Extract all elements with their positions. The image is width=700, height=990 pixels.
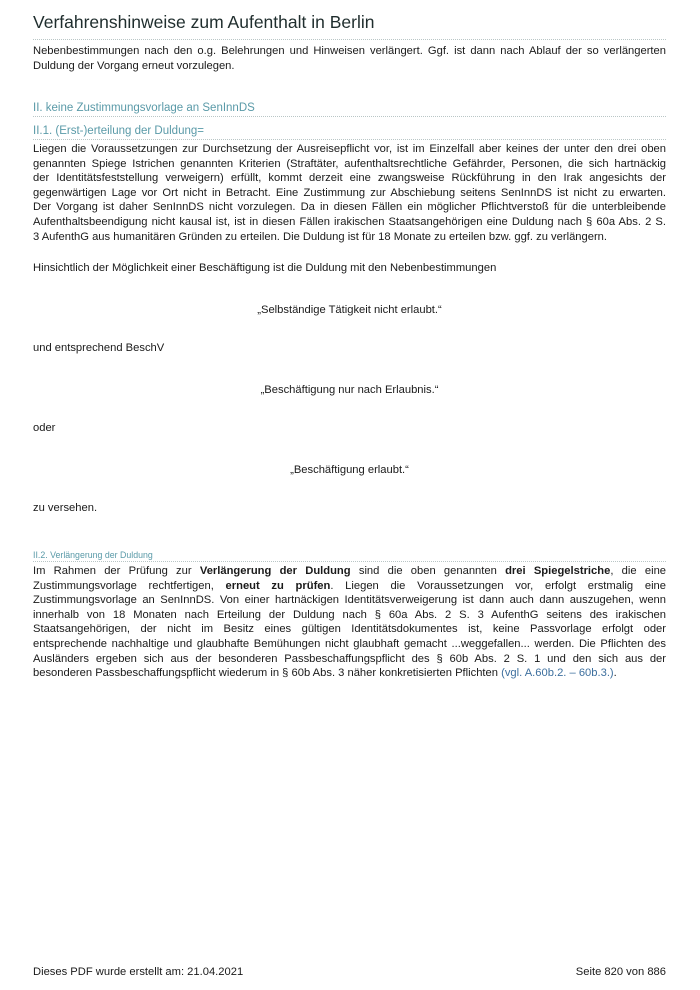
paragraph-line xyxy=(33,564,666,579)
sub1-paragraph xyxy=(33,142,666,244)
paragraph-line: Liegen die Voraussetzungen zur Durchsetzung der Ausreisepflicht vor, ist im Einzelfall aber keines der unter den drei oben xyxy=(33,143,666,155)
employment-intro: Hinsichtlich der Möglichkeit einer Beschäftigung ist die Duldung mit den Nebenbestimmungen xyxy=(33,262,497,274)
quote-employment-permission: „Beschäftigung nur nach Erlaubnis.“ xyxy=(260,384,439,396)
paragraph-line: entsprechende nachhaltige und glaubhafte Bemühungen nicht glaubhaft gemacht ...weggefallen... werden. Die Pflichten des xyxy=(33,637,666,650)
intro-line: Duldung der Vorgang erneut vorzulegen. xyxy=(33,59,235,72)
text-run: , die eine xyxy=(610,565,667,577)
bold-text: drei Spiegelstriche xyxy=(505,565,611,577)
paragraph-line: der Identitätsfeststellung verweigern) erfüllt, kommt derzeit eine zwangsweise Rückführung in den Irak angesichts der xyxy=(33,172,666,185)
text-run: Im Rahmen der Prüfung zur xyxy=(33,565,200,577)
footer-page-number: Seite 820 von 886 xyxy=(575,966,666,978)
paragraph-line: Der Vorgang ist daher SenInnDS nicht vorzulegen. Da in diesen Fällen ein möglicher Pflichtverstoß für die unterbleibende xyxy=(33,201,666,214)
text-run: . xyxy=(613,667,617,680)
cross-reference-link[interactable]: (vgl. A.60b.2. – 60b.3.) xyxy=(501,667,614,680)
intro-paragraph xyxy=(33,44,666,73)
quote-employment-allowed: „Beschäftigung erlaubt.“ xyxy=(290,464,409,476)
bold-text: erneut zu prüfen xyxy=(225,579,331,592)
sub2-paragraph xyxy=(33,564,666,681)
text-run: Zustimmungsvorlage rechtfertigen, xyxy=(33,579,226,592)
section-heading: II. keine Zustimmungsvorlage an SenInnDS xyxy=(33,102,666,117)
quote-self-employment: „Selbständige Tätigkeit nicht erlaubt.“ xyxy=(257,304,442,316)
connector-text: oder xyxy=(33,422,56,434)
text-run: . Liegen die Voraussetzungen vor, erfolgt erstmalig eine xyxy=(330,579,666,592)
paragraph-line: genannten Spiege Istrichen genannten Kriterien (Straftäter, aufenthaltsrechtliche Gefährder, Personen, die sich hartnäckig xyxy=(33,157,666,170)
paragraph-line: Staatsangehörigen, der nicht im Besitz eines gültigen Identitätsdokumentes ist, keine Passvorlage erfolgt oder xyxy=(33,623,666,636)
bold-text: Verlängerung der Duldung xyxy=(199,565,351,577)
paragraph-line xyxy=(33,579,666,594)
paragraph-line: Ausländers ergeben sich aus der besonderen Passbeschaffungspflicht des § 60b Abs. 2 S. 1 und den sich aus der xyxy=(33,652,666,665)
paragraph-line: innerhalb von 18 Monaten nach Erteilung der Duldung nach § 60a Abs. 2 S. 3 AufenthG seitens des irakischen xyxy=(33,608,666,621)
text-run: sind die oben genannten xyxy=(350,565,506,577)
paragraph-line: 3 AufenthG aus humanitären Gründen zu erteilen. Die Duldung ist für 18 Monate zu erteilen bzw. ggf. zu verlängern. xyxy=(33,230,608,243)
text-run: besonderen Passbeschaffungspflicht wiederum in § 60b Abs. 3 näher konkretisierten Pflichten xyxy=(33,667,502,680)
subsection-heading: II.2. Verlängerung der Duldung xyxy=(33,550,666,562)
closing-text: zu versehen. xyxy=(33,502,98,514)
paragraph-line: gegenwärtigen Lage vor Ort nicht in Betracht. Eine Zustimmung zur Abschiebung seitens SenInnDS ist nicht zu erwarten. xyxy=(33,186,666,199)
subsection-heading: II.1. (Erst-)erteilung der Duldung= xyxy=(33,125,666,140)
paragraph-line xyxy=(33,666,666,681)
intro-line: Nebenbestimmungen nach den o.g. Belehrungen und Hinweisen verlängert. Ggf. ist dann nach Ablauf der so verlängerten xyxy=(33,45,666,57)
footer-created-date: Dieses PDF wurde erstellt am: 21.04.2021 xyxy=(33,966,244,978)
connector-text: und entsprechend BeschV xyxy=(33,342,165,354)
paragraph-line: Aufenthaltsbeendigung nicht kausal ist, ist in diesen Fällen irakischen Staatsangehörigen eine Duldung nach § 60a Abs. 2 S. xyxy=(33,215,666,228)
page-title: Verfahrenshinweise zum Aufenthalt in Berlin xyxy=(33,12,666,40)
paragraph-line: Zustimmungsvorlage an SenInnDS. Von einer hartnäckigen Identitätsverweigerung ist dann auch dann auszugehen, wenn xyxy=(33,594,666,607)
